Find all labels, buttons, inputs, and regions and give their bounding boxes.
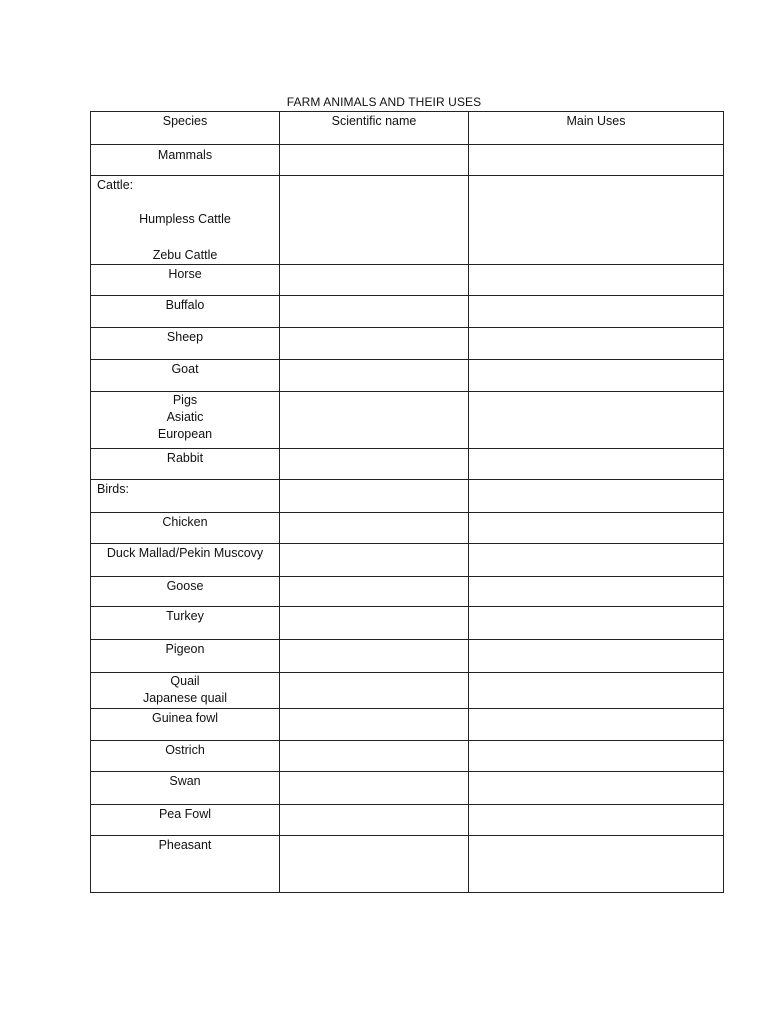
scientific-name-cell[interactable] (280, 577, 469, 607)
table-row (91, 836, 724, 893)
table-row (91, 145, 724, 176)
scientific-name-cell[interactable] (280, 328, 469, 360)
species-cell: Buffalo (91, 296, 280, 328)
scientific-name-cell[interactable] (280, 513, 469, 544)
table-row (91, 577, 724, 607)
main-uses-cell[interactable] (469, 296, 724, 328)
main-uses-cell[interactable] (469, 577, 724, 607)
main-uses-cell[interactable] (469, 772, 724, 805)
species-cell: Cattle: Humpless Cattle Zebu Cattle (91, 176, 280, 265)
scientific-name-cell[interactable] (280, 360, 469, 392)
species-cell: Quail Japanese quail (91, 673, 280, 709)
table-row (91, 360, 724, 392)
main-uses-cell[interactable] (469, 176, 724, 265)
species-cell: Guinea fowl (91, 709, 280, 741)
scientific-name-cell[interactable] (280, 607, 469, 640)
farm-animals-table (90, 111, 724, 893)
main-uses-cell[interactable] (469, 513, 724, 544)
header-species: Species (91, 112, 280, 145)
table-row (91, 392, 724, 449)
scientific-name-cell[interactable] (280, 265, 469, 296)
scientific-name-cell[interactable] (280, 709, 469, 741)
main-uses-cell[interactable] (469, 449, 724, 480)
page-title: FARM ANIMALS AND THEIR USES (286, 95, 482, 109)
species-cell: Turkey (91, 607, 280, 640)
table-row (91, 640, 724, 673)
main-uses-cell[interactable] (469, 328, 724, 360)
table-row (91, 805, 724, 836)
scientific-name-cell[interactable] (280, 145, 469, 176)
scientific-name-cell[interactable] (280, 741, 469, 772)
scientific-name-cell[interactable] (280, 640, 469, 673)
scientific-name-cell[interactable] (280, 805, 469, 836)
species-cell: Duck Mallad/Pekin Muscovy (91, 544, 280, 577)
scientific-name-cell[interactable] (280, 772, 469, 805)
table-row (91, 709, 724, 741)
main-uses-cell[interactable] (469, 145, 724, 176)
species-cell: Horse (91, 265, 280, 296)
species-cell: Birds: (91, 480, 280, 513)
scientific-name-cell[interactable] (280, 836, 469, 893)
species-cell: Swan (91, 772, 280, 805)
species-cell: Pigeon (91, 640, 280, 673)
main-uses-cell[interactable] (469, 673, 724, 709)
scientific-name-cell[interactable] (280, 480, 469, 513)
scientific-name-cell[interactable] (280, 392, 469, 449)
scientific-name-cell[interactable] (280, 176, 469, 265)
species-cell: Ostrich (91, 741, 280, 772)
species-cell: Goose (91, 577, 280, 607)
main-uses-cell[interactable] (469, 836, 724, 893)
main-uses-cell[interactable] (469, 741, 724, 772)
species-cell: Sheep (91, 328, 280, 360)
table-row (91, 607, 724, 640)
main-uses-cell[interactable] (469, 265, 724, 296)
scientific-name-cell[interactable] (280, 296, 469, 328)
table-row (91, 741, 724, 772)
table-row (91, 296, 724, 328)
main-uses-cell[interactable] (469, 480, 724, 513)
species-cell: Chicken (91, 513, 280, 544)
species-cell: Goat (91, 360, 280, 392)
table-row (91, 449, 724, 480)
header-main-uses: Main Uses (469, 112, 724, 145)
header-scientific-name: Scientific name (280, 112, 469, 145)
scientific-name-cell[interactable] (280, 673, 469, 709)
species-cell: Mammals (91, 145, 280, 176)
table-row (91, 176, 724, 265)
table-row (91, 544, 724, 577)
species-cell: Pheasant (91, 836, 280, 893)
scientific-name-cell[interactable] (280, 544, 469, 577)
scientific-name-cell[interactable] (280, 449, 469, 480)
table-row (91, 328, 724, 360)
main-uses-cell[interactable] (469, 805, 724, 836)
species-cell: Pigs Asiatic European (91, 392, 280, 449)
main-uses-cell[interactable] (469, 392, 724, 449)
main-uses-cell[interactable] (469, 544, 724, 577)
main-uses-cell[interactable] (469, 640, 724, 673)
species-cell: Rabbit (91, 449, 280, 480)
species-cell: Pea Fowl (91, 805, 280, 836)
main-uses-cell[interactable] (469, 709, 724, 741)
table-row (91, 673, 724, 709)
table-row (91, 513, 724, 544)
main-uses-cell[interactable] (469, 360, 724, 392)
table-header-row (91, 112, 724, 145)
table-row (91, 265, 724, 296)
main-uses-cell[interactable] (469, 607, 724, 640)
table-row (91, 480, 724, 513)
table-row (91, 772, 724, 805)
